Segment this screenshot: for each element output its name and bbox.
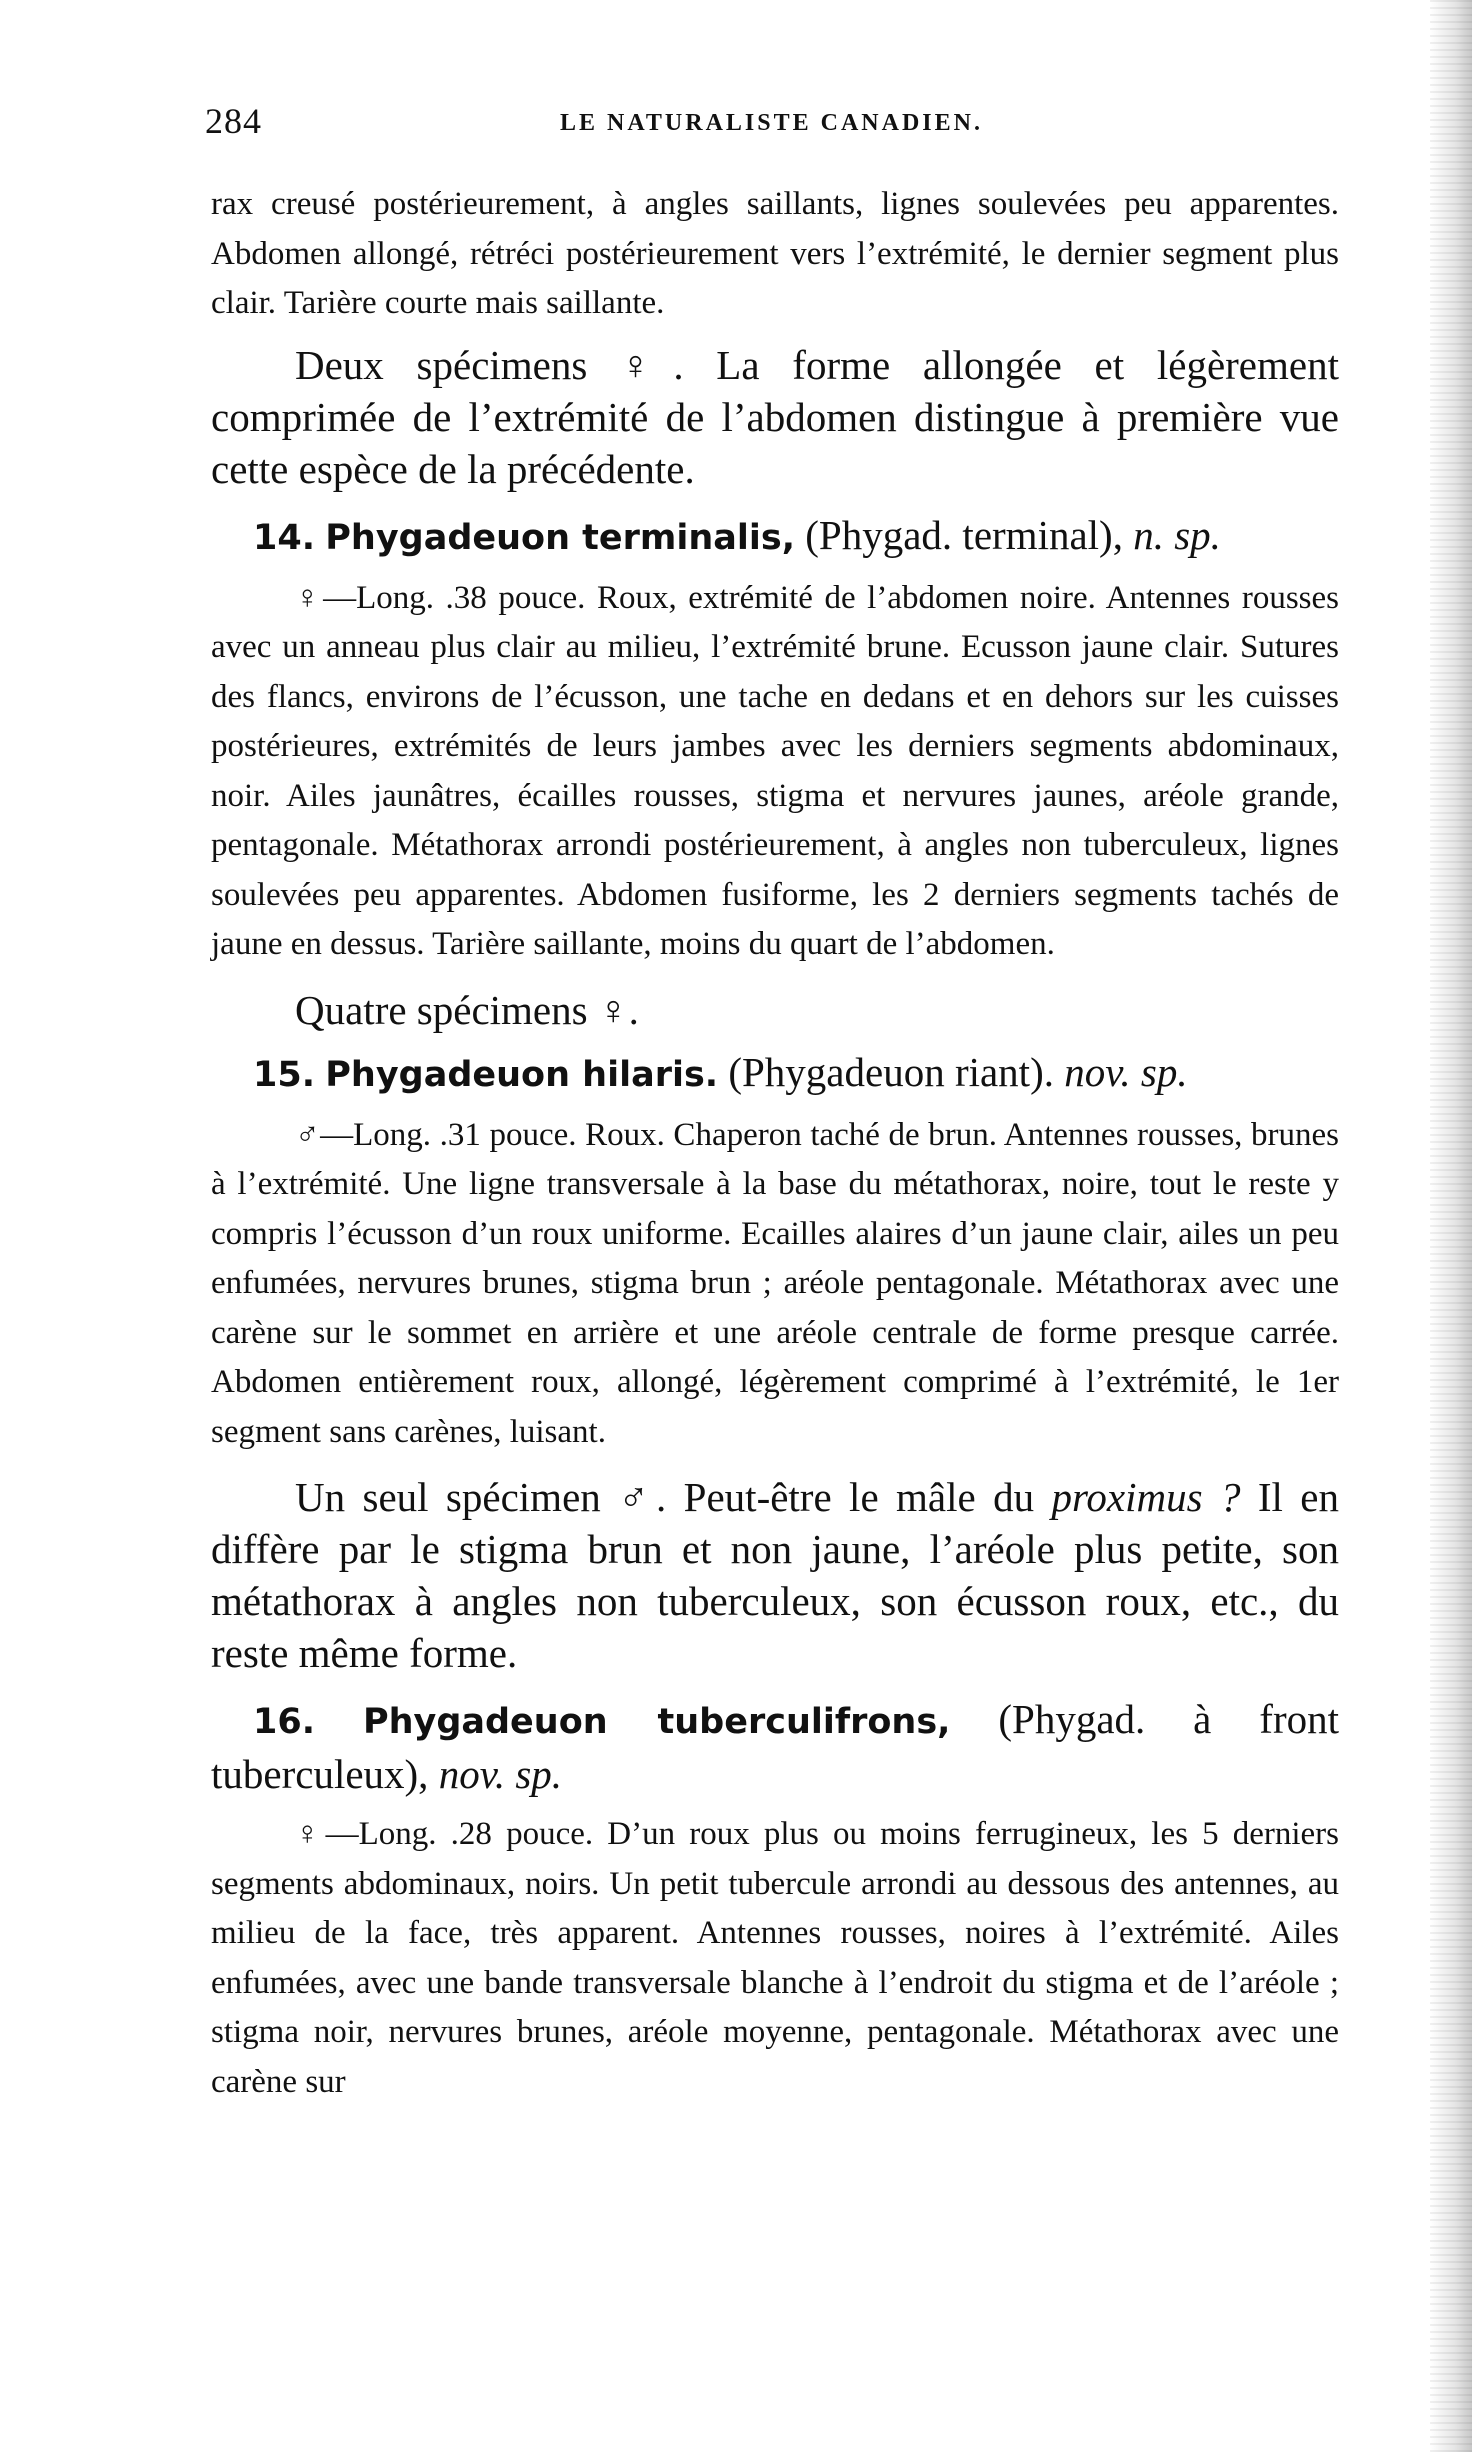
species-description-15: ♂—Long. .31 pouce. Roux. Chaperon taché de brun. Antennes rousses, brunes à l’extrémité. Une ligne transversale à la base du métathorax, noire, tout le reste y compris l’écusson d’un roux uniforme. Ecailles alaires d’un jaune clair, ailes un peu enfumées, nervures brunes, stigma brun ; aréole pentagonale. Métathorax avec une carène sur le sommet en arrière et une aréole centrale de forme presque carrée. Abdomen entièrement roux, allongé, légèrement comprimé à l’extrémité, le 1er segment sans carènes, luisant.	[211, 1116, 1339, 1450]
paragraph-intro: rax creusé postérieurement, à angles saillants, lignes soulevées peu apparentes. Abdomen allongé, rétréci postérieurement vers l’extrémité, le dernier segment plus clair. Tarière courte mais saillante.	[211, 186, 1339, 321]
remark-text-continued: Il en diffère par le stigma brun et non jaune, l’aréole plus petite, son métathorax à angles non tuberculeux, son écusson roux, etc., du reste même forme.	[211, 1474, 1339, 1676]
species-number: 16.	[253, 1702, 316, 1742]
species-common-name: (Phygad. à front tuberculeux),	[211, 1696, 1339, 1797]
remark-italic: proximus ?	[1051, 1474, 1241, 1520]
species-name: Phygadeuon terminalis,	[325, 517, 796, 558]
running-title: LE NATURALISTE CANADIEN.	[560, 110, 983, 136]
species-novelty: n. sp.	[1133, 511, 1221, 558]
species-description-14: ♀—Long. .38 pouce. Roux, extrémité de l’abdomen noire. Antennes rousses avec un anneau plus clair au milieu, l’extrémité brune. Ecusson jaune clair. Sutures des flancs, environs de l’écusson, une tache en dedans et en dehors sur les cuisses postérieures, extrémités de leurs jambes avec les derniers segments abdominaux, noir. Ailes jaunâtres, écailles rousses, stigma et nervures jaunes, aréole grande, pentagonale. Métathorax arrondi postérieurement, à angles non tuberculeux, lignes soulevées peu apparentes. Abdomen fusiforme, les 2 derniers segments tachés de jaune en dessus. Tarière saillante, moins du quart de l’abdomen.	[211, 579, 1339, 962]
species-remark-15	[211, 1471, 1339, 1679]
species-number: 14.	[253, 517, 316, 558]
body-text	[211, 180, 1339, 2107]
species-common-name: (Phygad. terminal),	[795, 511, 1134, 558]
species-heading-14	[211, 509, 1339, 564]
species-name: Phygadeuon tuberculifrons,	[362, 1702, 951, 1742]
species-heading-15	[211, 1046, 1339, 1101]
species-remark-14: Quatre spécimens ♀.	[295, 986, 639, 1033]
paragraph-intro-remark: Deux spécimens ♀. La forme allongée et légèrement comprimée de l’extrémité de l’abdomen distingue à première vue cette espèce de la précédente.	[211, 341, 1339, 492]
page-edge-shadow	[1430, 0, 1472, 2452]
page-number: 284	[205, 101, 262, 141]
species-description-16: ♀—Long. .28 pouce. D’un roux plus ou moins ferrugineux, les 5 derniers segments abdominaux, noirs. Un petit tubercule arrondi au dessous des antennes, au milieu de la face, très apparent. Antennes rousses, noires à l’extrémité. Ailes enfumées, avec une bande transversale blanche à l’endroit du stigma et de l’aréole ; stigma noir, nervures brunes, aréole moyenne, pentagonale. Métathorax avec une carène sur	[211, 1816, 1339, 2100]
species-number: 15.	[253, 1054, 316, 1095]
species-heading-16	[211, 1693, 1339, 1800]
species-novelty: nov. sp.	[438, 1751, 563, 1797]
species-name: Phygadeuon hilaris.	[325, 1054, 719, 1095]
remark-text: Un seul spécimen ♂. Peut-être le mâle du	[295, 1474, 1052, 1520]
species-novelty: nov. sp.	[1064, 1048, 1188, 1095]
species-common-name: (Phygadeuon riant).	[718, 1048, 1065, 1095]
running-header	[205, 100, 1340, 150]
